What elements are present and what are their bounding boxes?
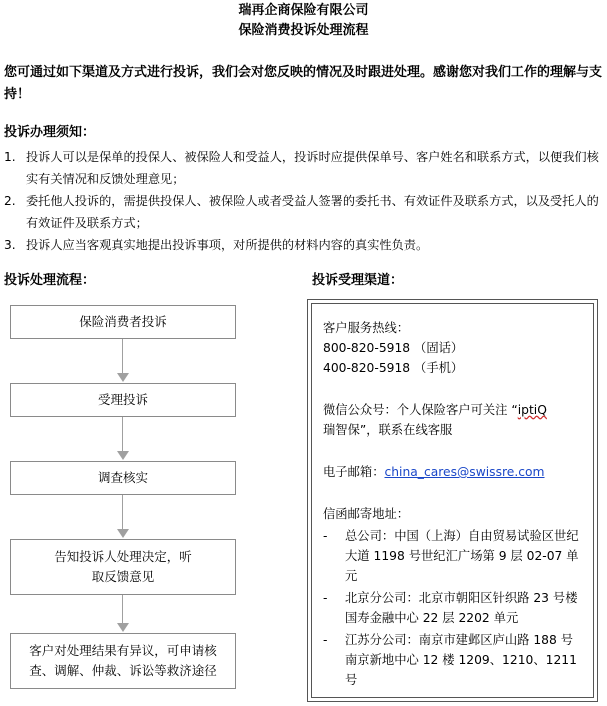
address-item-beijing xyxy=(323,588,585,628)
note-item xyxy=(4,234,604,256)
email-line xyxy=(323,462,545,482)
company-title: 瑞再企商保险有限公司 xyxy=(238,3,369,18)
flow-step-label: 受理投诉 xyxy=(97,392,148,407)
note-text: 投诉人应当客观真实地提出投诉事项，对所提供的材料内容的真实性负责。 xyxy=(26,238,429,252)
wechat-line-2: 瑞智保”，联系在线客服 xyxy=(323,423,453,437)
flow-step-label: 客户对处理结果有异议，可申请核查、调解、仲裁、诉讼等救济途径 xyxy=(29,643,217,678)
wechat-line xyxy=(323,400,547,420)
flow-step-accept xyxy=(10,383,236,417)
address-text: 江苏分公司：南京市建邺区庐山路 188 号南京新地中心 12 楼 1209、1210、1211 号 xyxy=(345,633,577,687)
arrow-down-icon xyxy=(117,451,129,460)
bullet-dash-icon: - xyxy=(323,591,328,605)
flow-arrow-line xyxy=(122,495,123,530)
note-number: 2. xyxy=(4,194,16,208)
flow-arrow-line xyxy=(122,595,123,624)
arrow-down-icon xyxy=(117,529,129,538)
mail-label: 信函邮寄地址： xyxy=(323,507,410,521)
flow-step-complaint xyxy=(10,305,236,339)
note-text: 投诉人可以是保单的投保人、被保险人和受益人，投诉时应提供保单号、客户姓名和联系方式，以便我们核实有关情况和反馈处理意见； xyxy=(26,150,599,186)
note-number: 3. xyxy=(4,238,16,252)
wechat-account-name: iptiQ xyxy=(517,403,547,417)
bullet-dash-icon: - xyxy=(323,633,328,647)
wechat-label: 微信公众号：个人保险客户可关注 “ xyxy=(323,403,518,417)
arrow-down-icon xyxy=(117,373,129,382)
flow-step-label: 保险消费者投诉 xyxy=(79,314,167,329)
address-text: 总公司：中国（上海）自由贸易试验区世纪大道 1198 号世纪汇广场第 9 层 02-07 单元 xyxy=(345,529,579,583)
channels-heading: 投诉受理渠道： xyxy=(312,273,404,288)
email-label: 电子邮箱： xyxy=(323,465,385,479)
page-title: 保险消费投诉处理流程 xyxy=(238,23,369,38)
hotline-mobile[interactable]: 400-820-5918 （手机） xyxy=(323,361,464,375)
address-text: 北京分公司：北京市朝阳区针织路 23 号楼国寿金融中心 22 层 2202 单元 xyxy=(345,591,578,625)
flow-arrow-line xyxy=(122,417,123,452)
note-number: 1. xyxy=(4,150,16,164)
note-item xyxy=(4,190,604,234)
note-text: 委托他人投诉的，需提供投保人、被保险人或者受益人签署的委托书、有效证件及联系方式，以及受托人的有效证件及联系方式； xyxy=(26,194,599,230)
address-item-jiangsu xyxy=(323,630,585,690)
flow-heading: 投诉处理流程： xyxy=(4,273,96,288)
arrow-down-icon xyxy=(117,623,129,632)
flow-step-notify xyxy=(10,539,236,595)
flow-step-investigate xyxy=(10,461,236,495)
note-item xyxy=(4,146,604,190)
email-link[interactable]: china_cares@swissre.com xyxy=(384,465,545,479)
bullet-dash-icon: - xyxy=(323,529,328,543)
hotline-landline[interactable]: 800-820-5918 （固话） xyxy=(323,341,464,355)
notes-heading: 投诉办理须知： xyxy=(4,125,96,140)
flow-step-label: 告知投诉人处理决定，听取反馈意见 xyxy=(54,549,192,584)
intro-text: 您可通过如下渠道及方式进行投诉，我们会对您反映的情况及时跟进处理。感谢您对我们工作的理解与支持！ xyxy=(4,65,603,102)
flow-step-remedy xyxy=(10,633,236,689)
notes-list xyxy=(4,146,604,256)
flow-arrow-line xyxy=(122,339,123,374)
address-item-hq xyxy=(323,526,585,586)
flow-step-label: 调查核实 xyxy=(97,470,148,485)
hotline-label: 客户服务热线： xyxy=(323,321,410,335)
